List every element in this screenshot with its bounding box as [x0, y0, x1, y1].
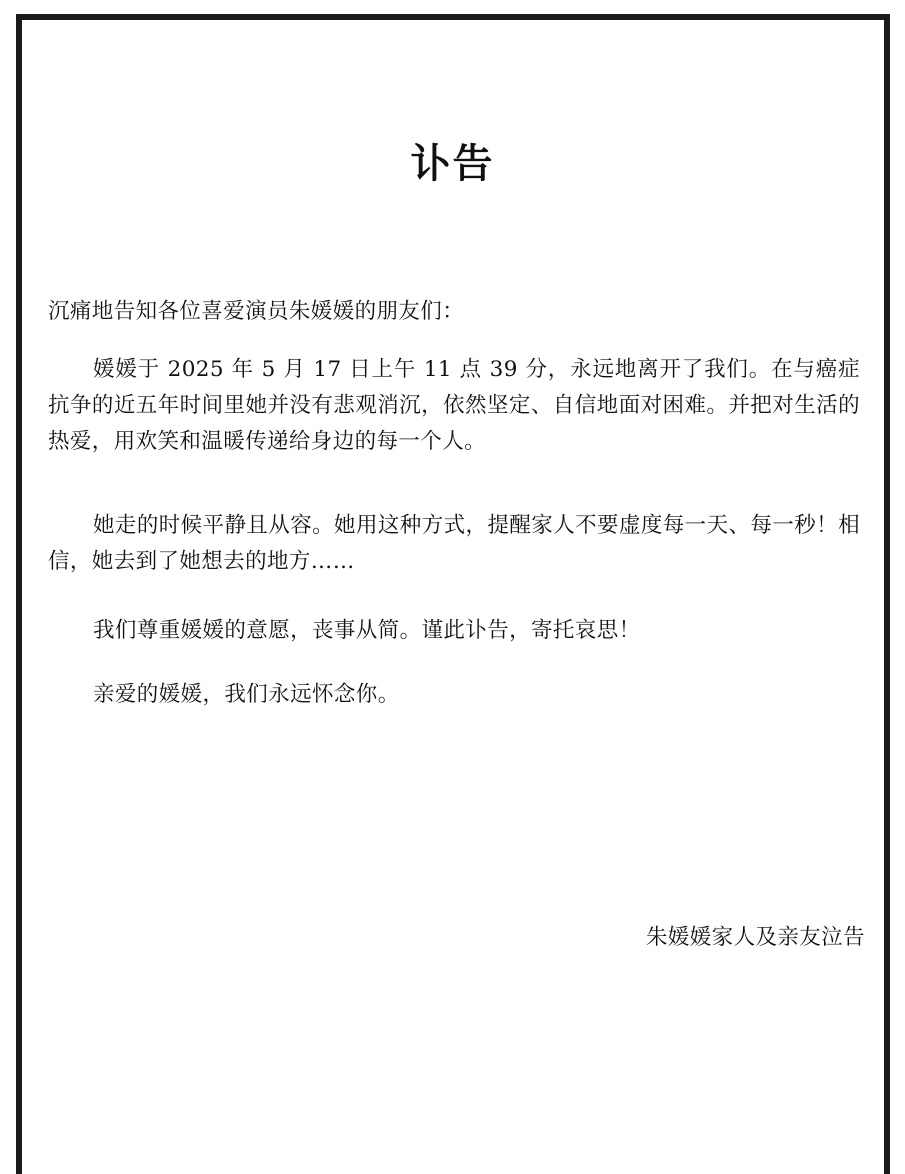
document-title: 讣告 — [410, 141, 495, 187]
greeting: 沉痛地告知各位喜爱演员朱媛媛的朋友们： — [48, 299, 465, 324]
paragraph-4: 亲爱的媛媛，我们永远怀念你。 — [93, 682, 400, 707]
paragraph-1: 媛媛于 2025 年 5 月 17 日上午 11 点 39 分，永远地离开了我们。在与癌症抗争的近五年时间里她并没有悲观消沉，依然坚定、自信地面对困难。并把对生活的热爱，用欢笑和温暖传递给身边的每一个人。 — [48, 357, 860, 454]
paragraph-2: 她走的时候平静且从容。她用这种方式，提醒家人不要虚度每一天、每一秒！相信，她去到了她想去的地方…… — [48, 513, 860, 574]
signature: 朱媛媛家人及亲友泣告 — [645, 925, 865, 950]
paragraph-3: 我们尊重媛媛的意愿，丧事从简。谨此讣告，寄托哀思！ — [93, 618, 641, 643]
